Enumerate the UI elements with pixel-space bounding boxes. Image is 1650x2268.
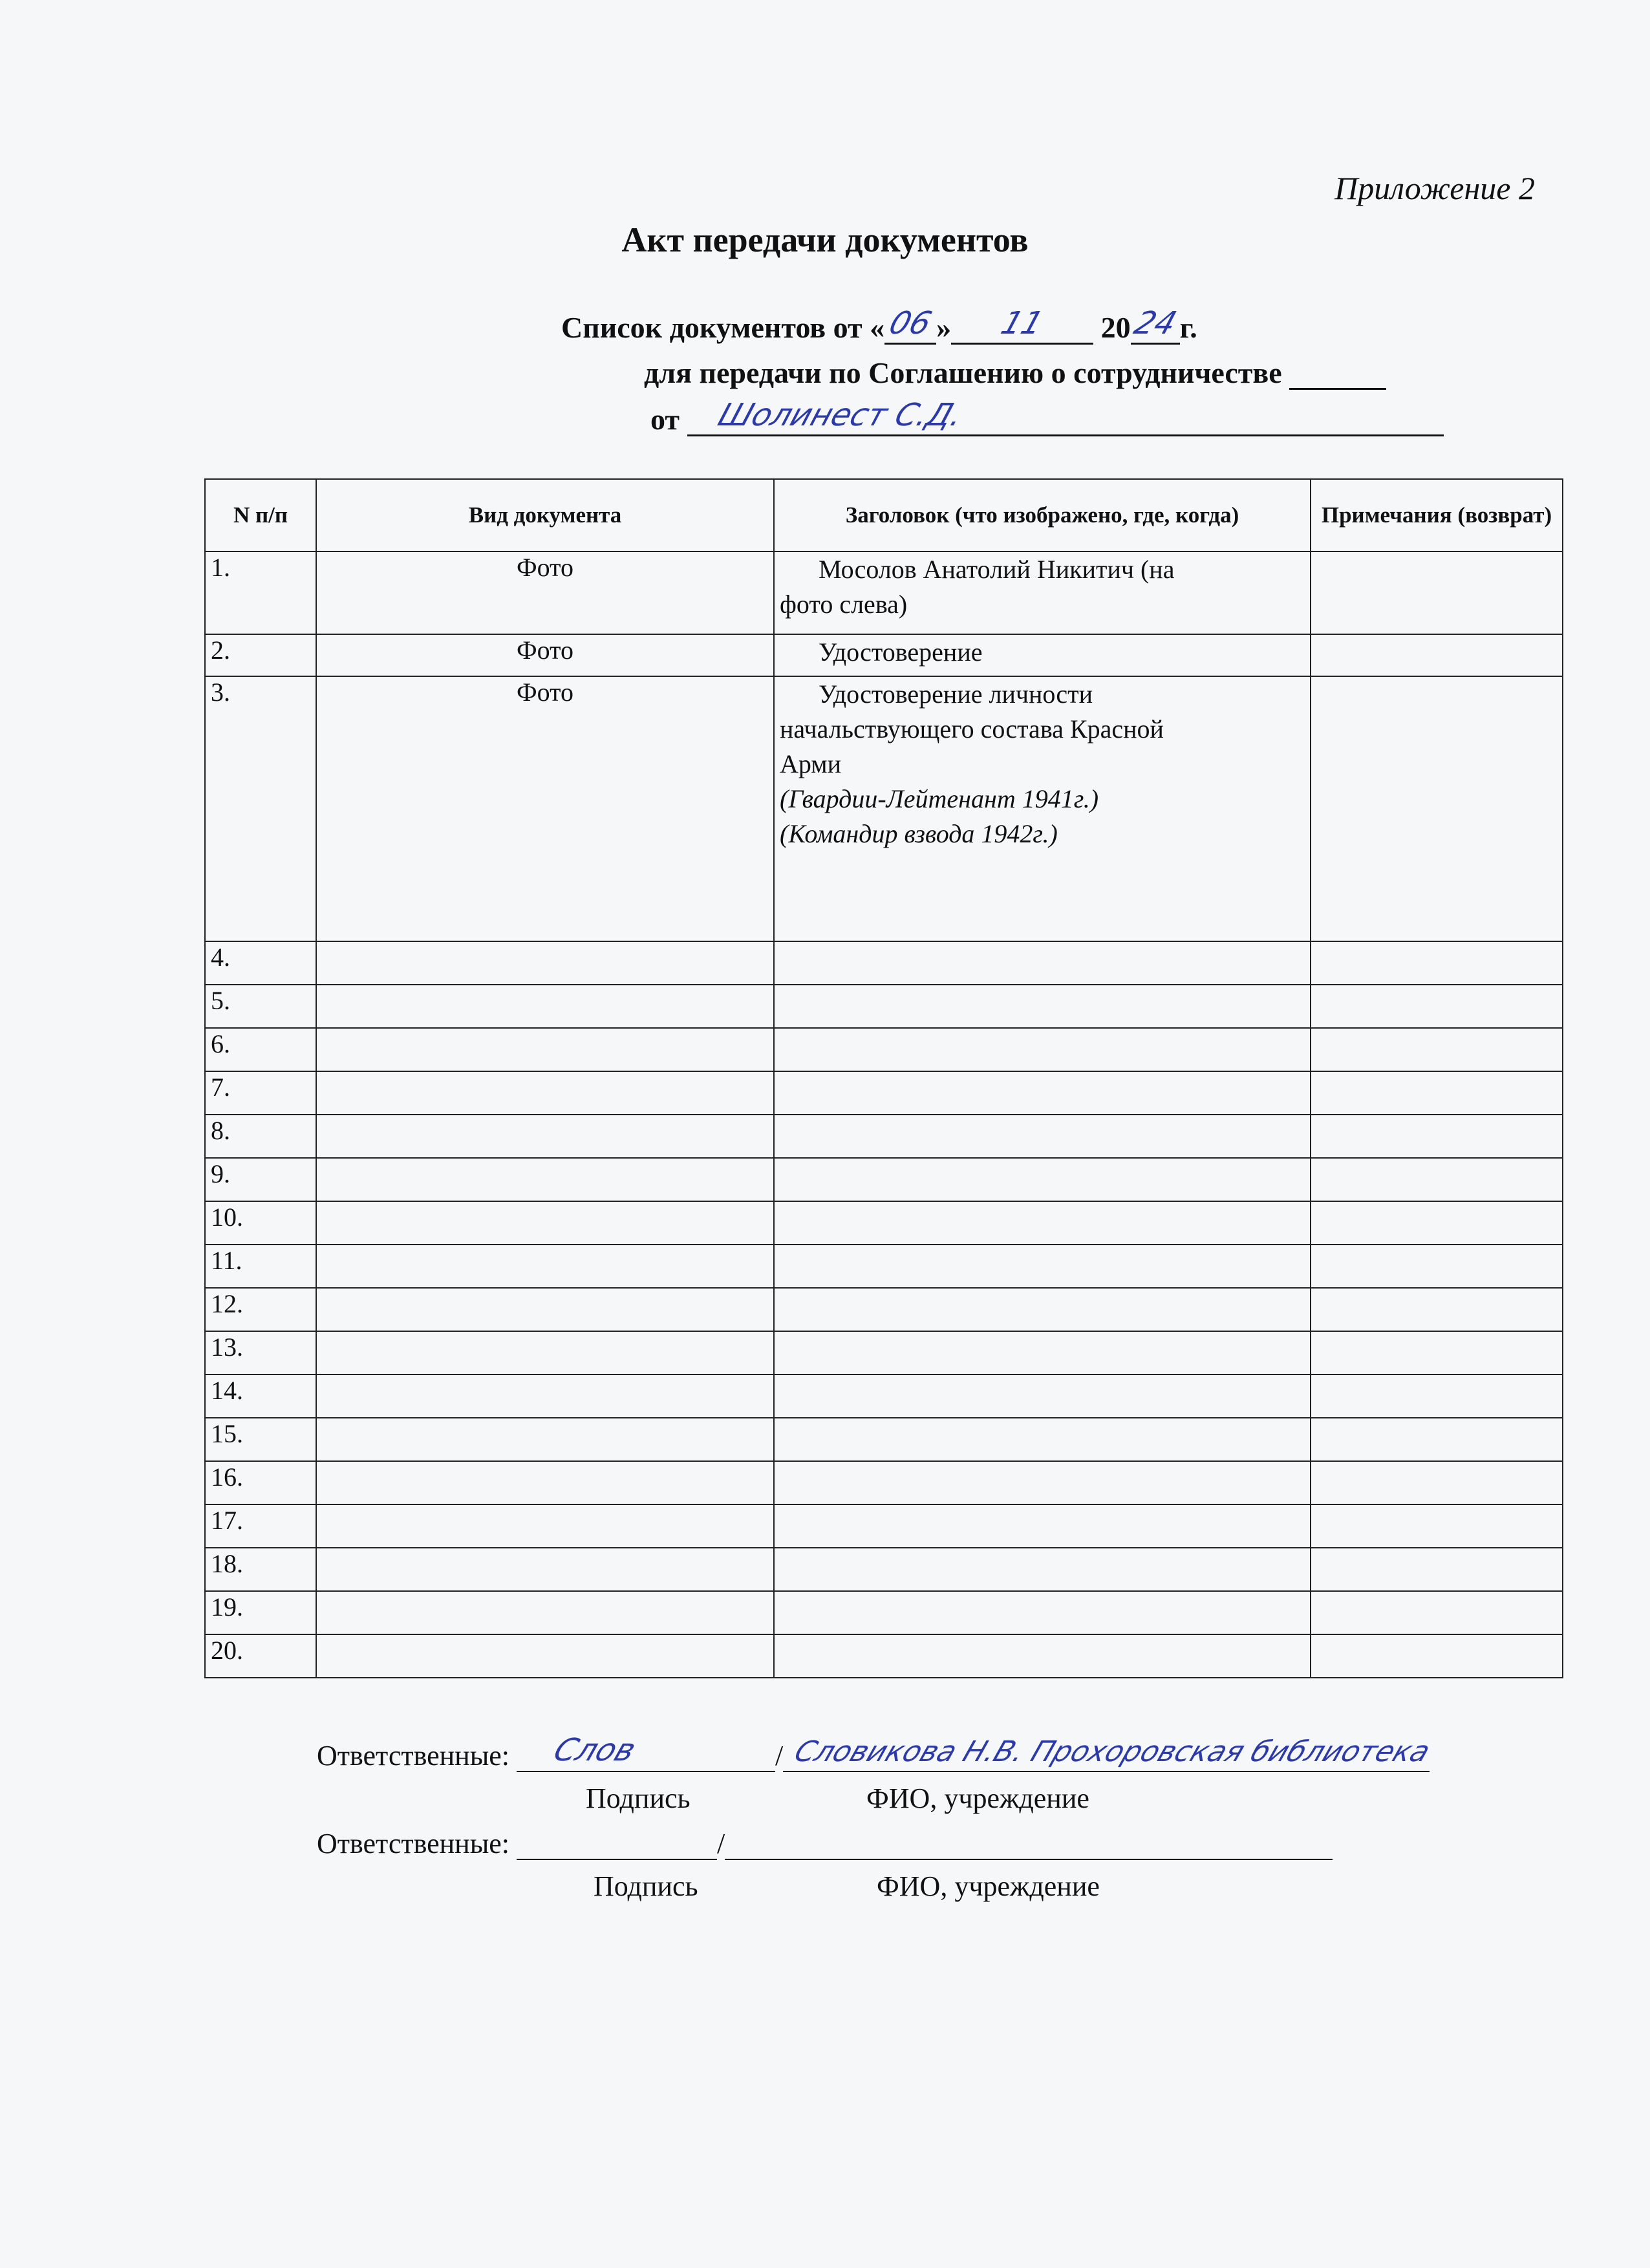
agreement-text: для передачи по Соглашению о сотрудничестве xyxy=(644,356,1282,389)
row-kind xyxy=(316,941,774,985)
agreement-number-field xyxy=(1289,359,1386,390)
row-notes xyxy=(1311,985,1563,1028)
row-heading xyxy=(774,1028,1311,1071)
heading-line: начальствующего состава Красной xyxy=(780,714,1164,744)
row-heading xyxy=(774,1634,1311,1678)
table-row xyxy=(205,1245,1563,1288)
row-heading xyxy=(774,551,1311,634)
row-heading xyxy=(774,1201,1311,1245)
fio-caption: ФИО, учреждение xyxy=(866,1782,1089,1814)
row-num: 19. xyxy=(205,1591,316,1634)
signature-field xyxy=(517,1732,775,1772)
fio-caption: ФИО, учреждение xyxy=(877,1870,1100,1902)
row-kind xyxy=(316,1245,774,1288)
row-heading xyxy=(774,676,1311,941)
header-heading: Заголовок (что изображено, где, когда) xyxy=(774,479,1311,551)
table-row xyxy=(205,985,1563,1028)
row-num: 5. xyxy=(205,985,316,1028)
row-num: 4. xyxy=(205,941,316,985)
row-kind xyxy=(316,1504,774,1548)
list-date-line xyxy=(561,305,1197,345)
heading-note: (Командир взвода 1942г.) xyxy=(780,819,1058,848)
row-notes xyxy=(1311,676,1563,941)
row-heading xyxy=(774,1375,1311,1418)
table-row xyxy=(205,1504,1563,1548)
table-row xyxy=(205,1418,1563,1461)
row-heading xyxy=(774,1115,1311,1158)
from-line xyxy=(650,397,1444,436)
document-title: Акт передачи документов xyxy=(621,220,1029,259)
heading-line: Арми xyxy=(780,749,841,778)
table-header-row xyxy=(205,479,1563,551)
table-row xyxy=(205,1028,1563,1071)
row-kind xyxy=(316,1591,774,1634)
table-row xyxy=(205,1201,1563,1245)
fio-field xyxy=(725,1833,1333,1860)
row-notes xyxy=(1311,1028,1563,1071)
row-notes xyxy=(1311,1245,1563,1288)
table-row xyxy=(205,1461,1563,1504)
row-kind xyxy=(316,985,774,1028)
row-kind: Фото xyxy=(316,676,774,941)
row-notes xyxy=(1311,1115,1563,1158)
row-num: 12. xyxy=(205,1288,316,1331)
row-kind xyxy=(316,1288,774,1331)
heading-note: (Гвардии-Лейтенант 1941г.) xyxy=(780,784,1099,813)
day-field xyxy=(884,305,936,345)
row-num: 9. xyxy=(205,1158,316,1201)
header-kind: Вид документа xyxy=(316,479,774,551)
table-row xyxy=(205,1634,1563,1678)
row-num: 20. xyxy=(205,1634,316,1678)
from-label: от xyxy=(650,403,680,436)
row-heading xyxy=(774,1071,1311,1115)
row-kind xyxy=(316,1418,774,1461)
row-num: 1. xyxy=(205,551,316,634)
row-kind xyxy=(316,1375,774,1418)
responsible-label: Ответственные: xyxy=(317,1828,510,1859)
table-row xyxy=(205,1158,1563,1201)
row-kind xyxy=(316,1548,774,1591)
row-notes xyxy=(1311,1201,1563,1245)
heading-line: Мосолов Анатолий Никитич (на xyxy=(819,555,1175,584)
table-row xyxy=(205,1375,1563,1418)
table-row xyxy=(205,1115,1563,1158)
year-value: 24 xyxy=(1129,305,1181,341)
row-num: 10. xyxy=(205,1201,316,1245)
row-heading xyxy=(774,1591,1311,1634)
appendix-label: Приложение 2 xyxy=(1334,170,1535,206)
row-heading xyxy=(774,1504,1311,1548)
row-notes xyxy=(1311,1634,1563,1678)
row-num: 14. xyxy=(205,1375,316,1418)
row-kind xyxy=(316,1201,774,1245)
row-kind: Фото xyxy=(316,634,774,676)
row-notes xyxy=(1311,1158,1563,1201)
list-prefix: Список документов от « xyxy=(561,311,885,344)
year-field xyxy=(1129,305,1181,345)
table-row xyxy=(205,676,1563,941)
month-value: 11 xyxy=(996,305,1048,341)
table-row xyxy=(205,1331,1563,1375)
row-kind: Фото xyxy=(316,551,774,634)
row-kind xyxy=(316,1634,774,1678)
quote-close: » xyxy=(936,311,952,344)
row-kind xyxy=(316,1028,774,1071)
heading-line: фото слева) xyxy=(780,590,908,619)
row-heading xyxy=(774,1548,1311,1591)
row-kind xyxy=(316,1461,774,1504)
from-value: Шолинест С.Д. xyxy=(713,397,968,433)
row-notes xyxy=(1311,1461,1563,1504)
table-row xyxy=(205,1548,1563,1591)
sign-caption: Подпись xyxy=(586,1782,691,1814)
row-heading xyxy=(774,941,1311,985)
table-row xyxy=(205,1591,1563,1634)
row-notes xyxy=(1311,941,1563,985)
header-notes: Примечания (возврат) xyxy=(1311,479,1563,551)
row-notes xyxy=(1311,1418,1563,1461)
from-field xyxy=(687,397,1444,436)
signature-scribble: Слов xyxy=(548,1732,641,1768)
row-notes xyxy=(1311,1548,1563,1591)
signature-line-1: Ответственные: Слов / Словикова Н.В. Прохоровская библиотека xyxy=(317,1732,1435,1771)
day-value: 06 xyxy=(884,305,936,341)
row-kind xyxy=(316,1115,774,1158)
row-notes xyxy=(1311,1375,1563,1418)
row-num: 7. xyxy=(205,1071,316,1115)
row-heading xyxy=(774,1245,1311,1288)
signature-field xyxy=(517,1833,717,1860)
documents-table xyxy=(204,478,1563,1678)
table-row xyxy=(205,941,1563,985)
row-num: 11. xyxy=(205,1245,316,1288)
year-prefix: 20 xyxy=(1100,311,1131,344)
month-field xyxy=(951,305,1093,345)
row-kind xyxy=(316,1331,774,1375)
row-num: 6. xyxy=(205,1028,316,1071)
row-notes xyxy=(1311,634,1563,676)
row-num: 15. xyxy=(205,1418,316,1461)
header-num: N п/п xyxy=(205,479,316,551)
row-num: 3. xyxy=(205,676,316,941)
empty-rows xyxy=(205,941,1563,1678)
row-notes xyxy=(1311,1591,1563,1634)
table-row xyxy=(205,1288,1563,1331)
row-kind xyxy=(316,1071,774,1115)
row-heading xyxy=(774,1158,1311,1201)
signature-line-2: Ответственные: / xyxy=(317,1827,1333,1860)
fio-handwritten: Словикова Н.В. Прохоровская библиотека xyxy=(789,1735,1435,1768)
row-heading xyxy=(774,1461,1311,1504)
table-row xyxy=(205,634,1563,676)
row-notes xyxy=(1311,1071,1563,1115)
row-num: 2. xyxy=(205,634,316,676)
year-suffix-label: г. xyxy=(1179,311,1197,344)
row-heading xyxy=(774,1331,1311,1375)
responsible-label: Ответственные: xyxy=(317,1740,510,1771)
heading-line: Удостоверение xyxy=(819,637,983,667)
table-row xyxy=(205,551,1563,634)
row-heading xyxy=(774,1418,1311,1461)
row-num: 13. xyxy=(205,1331,316,1375)
row-num: 16. xyxy=(205,1461,316,1504)
row-num: 17. xyxy=(205,1504,316,1548)
row-heading xyxy=(774,985,1311,1028)
sign-caption: Подпись xyxy=(594,1870,698,1902)
row-heading xyxy=(774,634,1311,676)
row-notes xyxy=(1311,1331,1563,1375)
row-kind xyxy=(316,1158,774,1201)
agreement-line xyxy=(644,356,1386,390)
table-row xyxy=(205,1071,1563,1115)
row-notes xyxy=(1311,1504,1563,1548)
row-num: 8. xyxy=(205,1115,316,1158)
row-notes xyxy=(1311,1288,1563,1331)
row-notes xyxy=(1311,551,1563,634)
row-heading xyxy=(774,1288,1311,1331)
heading-line: Удостоверение личности xyxy=(819,679,1093,709)
row-num: 18. xyxy=(205,1548,316,1591)
